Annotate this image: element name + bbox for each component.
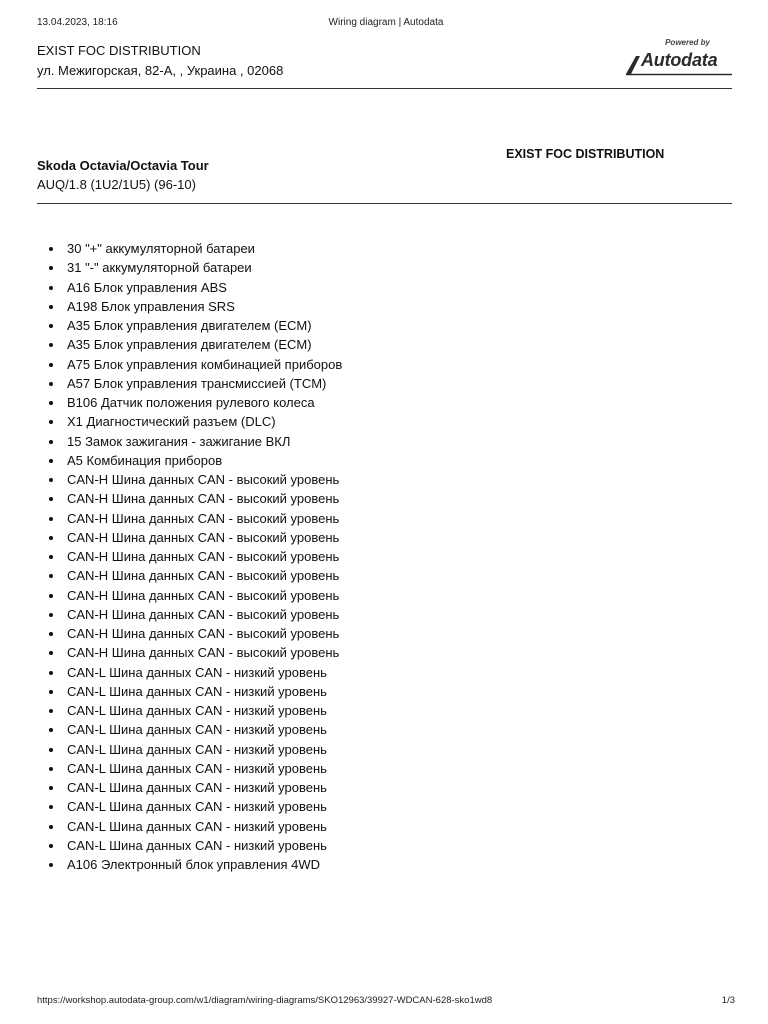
legend-item: CAN-L Шина данных CAN - низкий уровень — [49, 663, 342, 682]
company-name: EXIST FOC DISTRIBUTION — [37, 43, 201, 58]
legend-item: 15 Замок зажигания - зажигание ВКЛ — [49, 432, 342, 451]
legend-item: A35 Блок управления двигателем (ECM) — [49, 316, 342, 335]
legend-item: B106 Датчик положения рулевого колеса — [49, 393, 342, 412]
print-datetime: 13.04.2023, 18:16 — [37, 17, 118, 28]
legend-item: CAN-L Шина данных CAN - низкий уровень — [49, 797, 342, 816]
legend-item: CAN-H Шина данных CAN - высокий уровень — [49, 566, 342, 585]
legend-item: CAN-L Шина данных CAN - низкий уровень — [49, 682, 342, 701]
autodata-logo — [624, 38, 734, 76]
print-page-title: Wiring diagram | Autodata — [328, 17, 444, 28]
legend-item: CAN-H Шина данных CAN - высокий уровень — [49, 586, 342, 605]
print-footer — [37, 995, 735, 1009]
legend-item: CAN-H Шина данных CAN - высокий уровень — [49, 624, 342, 643]
vehicle-divider — [37, 203, 732, 204]
company-block — [37, 41, 283, 80]
header-divider — [37, 88, 732, 89]
legend-item: A75 Блок управления комбинацией приборов — [49, 355, 342, 374]
legend-item: CAN-L Шина данных CAN - низкий уровень — [49, 701, 342, 720]
vehicle-model: Skoda Octavia/Octavia Tour — [37, 158, 209, 173]
legend-item: A106 Электронный блок управления 4WD — [49, 855, 342, 874]
legend-item: CAN-L Шина данных CAN - низкий уровень — [49, 817, 342, 836]
print-header — [37, 17, 735, 31]
legend-item: CAN-H Шина данных CAN - высокий уровень — [49, 547, 342, 566]
autodata-brand: Autodata — [641, 50, 718, 70]
page-indicator: 1/3 — [721, 995, 735, 1006]
legend-item: A57 Блок управления трансмиссией (TCM) — [49, 374, 342, 393]
legend-item: A5 Комбинация приборов — [49, 451, 342, 470]
legend-item: CAN-L Шина данных CAN - низкий уровень — [49, 740, 342, 759]
page-url: https://workshop.autodata-group.com/w1/diagram/wiring-diagrams/SKO12963/39927-WDCAN-628-sko1wd8 — [37, 995, 493, 1006]
legend-item: CAN-L Шина данных CAN - низкий уровень — [49, 720, 342, 739]
legend-item: 30 "+" аккумуляторной батареи — [49, 239, 342, 258]
legend-item: CAN-H Шина данных CAN - высокий уровень — [49, 509, 342, 528]
vehicle-block — [37, 156, 209, 194]
distributor-label: EXIST FOC DISTRIBUTION — [506, 147, 665, 161]
component-legend-list — [49, 239, 342, 874]
company-address: ул. Межигорская, 82-А, , Украина , 02068 — [37, 63, 284, 78]
legend-item: CAN-L Шина данных CAN - низкий уровень — [49, 759, 342, 778]
legend-item: A16 Блок управления ABS — [49, 278, 342, 297]
legend-item: X1 Диагностический разъем (DLC) — [49, 412, 342, 431]
legend-item: CAN-H Шина данных CAN - высокий уровень — [49, 489, 342, 508]
legend-item: CAN-L Шина данных CAN - низкий уровень — [49, 836, 342, 855]
legend-item: CAN-H Шина данных CAN - высокий уровень — [49, 643, 342, 662]
legend-item: CAN-H Шина данных CAN - высокий уровень — [49, 470, 342, 489]
legend-item: A35 Блок управления двигателем (ECM) — [49, 335, 342, 354]
powered-by-label: Powered by — [665, 38, 710, 47]
legend-item: CAN-H Шина данных CAN - высокий уровень — [49, 605, 342, 624]
legend-item: 31 "-" аккумуляторной батареи — [49, 258, 342, 277]
legend-item: CAN-L Шина данных CAN - низкий уровень — [49, 778, 342, 797]
legend-item: CAN-H Шина данных CAN - высокий уровень — [49, 528, 342, 547]
legend-item: A198 Блок управления SRS — [49, 297, 342, 316]
vehicle-engine: AUQ/1.8 (1U2/1U5) (96-10) — [37, 177, 196, 192]
